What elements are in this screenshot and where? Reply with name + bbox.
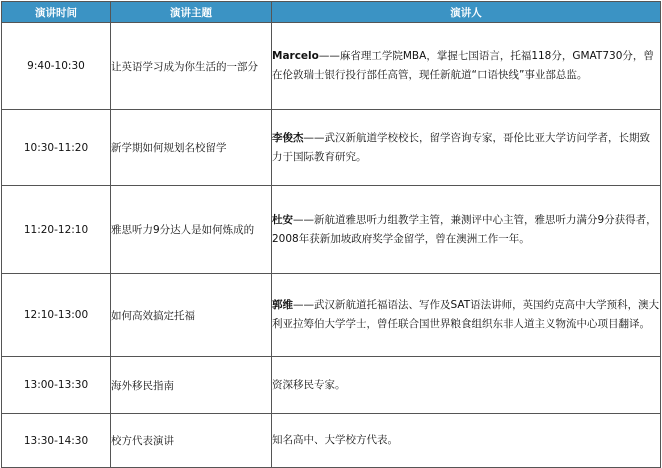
speaker-cell xyxy=(272,186,661,274)
time-cell: 13:00-13:30 xyxy=(2,357,111,414)
speaker-cell xyxy=(272,357,661,414)
speaker-name: Marcelo xyxy=(272,50,319,62)
table-row xyxy=(2,23,661,110)
speaker-name: 李俊杰 xyxy=(272,131,304,144)
time-cell: 11:20-12:10 xyxy=(2,186,111,274)
speaker-bio: 知名高中、大学校方代表。 xyxy=(272,434,398,446)
topic-cell: 让英语学习成为你生活的一部分 xyxy=(111,23,272,110)
speaker-bio: ——新航道雅思听力组教学主管，兼测评中心主管，雅思听力满分9分获得者，2008年获新加坡政府奖学金留学，曾在澳洲工作一年。 xyxy=(272,213,657,245)
speaker-cell xyxy=(272,110,661,186)
topic-cell: 海外移民指南 xyxy=(111,357,272,414)
time-cell: 13:30-14:30 xyxy=(2,414,111,468)
table-row xyxy=(2,274,661,357)
speaker-bio: ——武汉新航道托福语法、写作及SAT语法讲师，英国约克高中大学预科，澳大利亚拉筹伯大学学士，曾任联合国世界粮食组织东非人道主义物流中心项目翻译。 xyxy=(272,299,660,330)
topic-cell: 如何高效搞定托福 xyxy=(111,274,272,357)
table-row xyxy=(2,110,661,186)
header-topic: 演讲主题 xyxy=(111,2,272,23)
speaker-bio: ——麻省理工学院MBA，掌握七国语言，托福118分，GMAT730分，曾在伦敦瑞士银行投行部任高管，现任新航道“口语快线”事业部总监。 xyxy=(272,50,654,81)
header-time: 演讲时间 xyxy=(2,2,111,23)
table-row xyxy=(2,357,661,414)
topic-cell: 校方代表演讲 xyxy=(111,414,272,468)
header-speaker: 演讲人 xyxy=(272,2,661,23)
table-header xyxy=(2,2,661,23)
speaker-name: 郭维 xyxy=(272,299,293,311)
speaker-cell xyxy=(272,414,661,468)
table-row xyxy=(2,414,661,468)
time-cell: 12:10-13:00 xyxy=(2,274,111,357)
speaker-name: 杜安 xyxy=(272,213,293,226)
speaker-cell xyxy=(272,274,661,357)
time-cell: 9:40-10:30 xyxy=(2,23,111,110)
speaker-bio: 资深移民专家。 xyxy=(272,378,346,391)
speaker-cell xyxy=(272,23,661,110)
topic-cell: 雅思听力9分达人是如何炼成的 xyxy=(111,186,272,274)
schedule-table xyxy=(1,1,661,468)
time-cell: 10:30-11:20 xyxy=(2,110,111,186)
speaker-bio: ——武汉新航道学校校长，留学咨询专家，哥伦比亚大学访问学者，长期致力于国际教育研究。 xyxy=(272,131,650,163)
table-row xyxy=(2,186,661,274)
topic-cell: 新学期如何规划名校留学 xyxy=(111,110,272,186)
